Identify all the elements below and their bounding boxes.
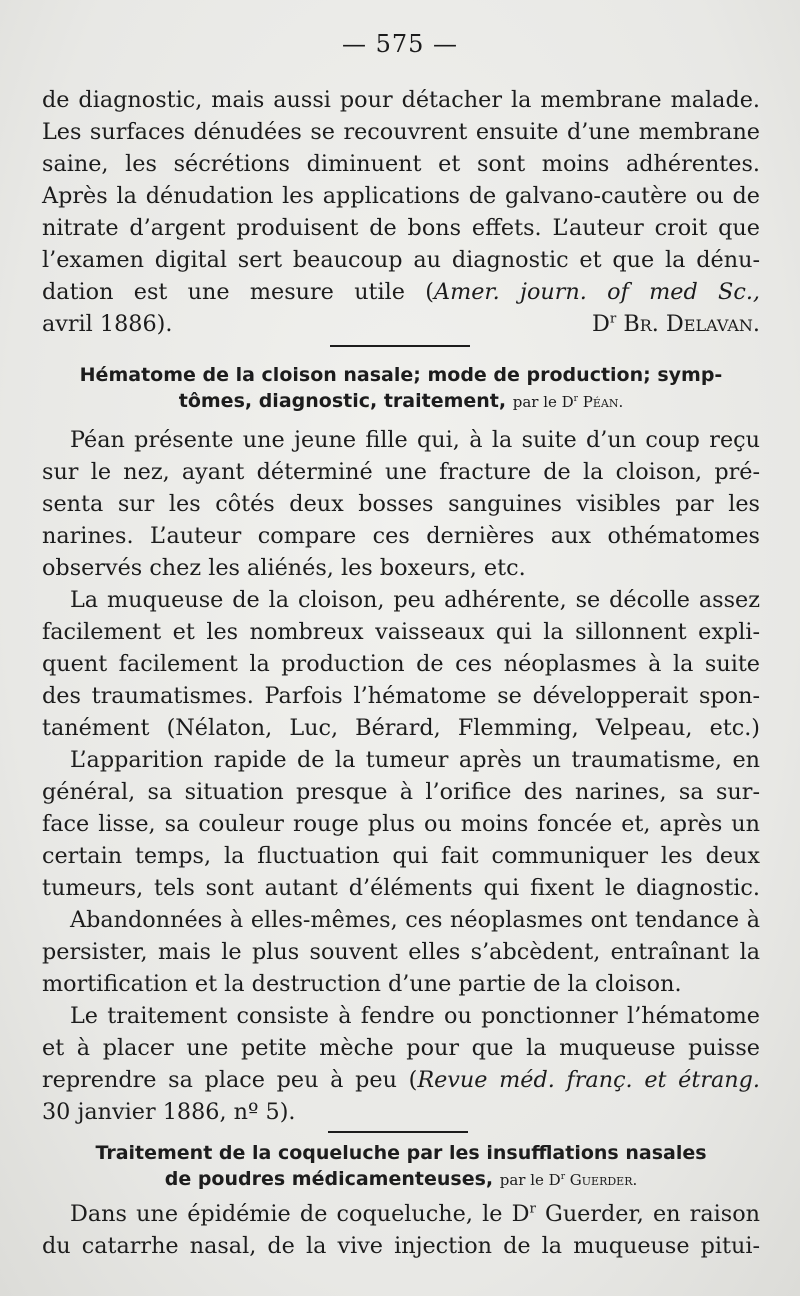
text-line: Après la dénudation les applications de galvano-cautère ou de bbox=[42, 183, 760, 209]
heading-author: par le $D^r$ Péan. bbox=[512, 393, 624, 411]
text-line: 30 janvier 1886, nº 5). bbox=[42, 1099, 296, 1125]
text-line: du catarrhe nasal, de la vive injection de la muqueuse pitui- bbox=[42, 1233, 760, 1259]
text-line: des traumatismes. Parfois l’hématome se développerait spon- bbox=[42, 683, 760, 709]
text-line: tumeurs, tels sont autant d’éléments qui fixent le diagnostic. bbox=[42, 875, 760, 901]
text-line: Péan présente une jeune fille qui, à la suite d’un coup reçu bbox=[70, 427, 760, 453]
text-line: et à placer une petite mèche pour que la muqueuse puisse bbox=[42, 1035, 760, 1061]
text-line: dation est une mesure utile (Amer. journ. of med Sc., bbox=[42, 279, 760, 305]
citation-journal: Revue méd. franç. et étrang. bbox=[417, 1067, 760, 1093]
citation-date: avril 1886). bbox=[42, 311, 173, 337]
text-line: certain temps, la fluctuation qui fait communiquer les deux bbox=[42, 843, 760, 869]
text-line: de diagnostic, mais aussi pour détacher la membrane malade. bbox=[42, 87, 760, 113]
author-signature: $D^r$ Br. Delavan. bbox=[591, 311, 760, 337]
text-line: sur le nez, ayant déterminé une fracture de la cloison, pré- bbox=[42, 459, 760, 485]
text-line: Le traitement consiste à fendre ou ponctionner l’hématome bbox=[70, 1003, 760, 1029]
section-heading-hematome bbox=[42, 362, 760, 415]
text-line: La muqueuse de la cloison, peu adhérente, se décolle assez bbox=[70, 587, 760, 613]
text-line: reprendre sa place peu à peu (Revue méd. franç. et étrang. bbox=[42, 1067, 760, 1093]
section-divider bbox=[330, 345, 470, 347]
heading-line: de poudres médicamenteuses, par le $D^r$ Guerder. bbox=[164, 1168, 638, 1190]
text-line: face lisse, sa couleur rouge plus ou moins foncée et, après un bbox=[42, 811, 760, 837]
article-hematome-body bbox=[42, 424, 760, 1128]
heading-author: par le $D^r$ Guerder. bbox=[499, 1171, 638, 1189]
section-heading-coqueluche bbox=[42, 1140, 760, 1193]
heading-line: Hématome de la cloison nasale; mode de production; symp- bbox=[79, 364, 723, 386]
heading-line: Traitement de la coqueluche par les insufflations nasales bbox=[95, 1142, 707, 1164]
text-line: narines. L’auteur compare ces dernières aux othématomes bbox=[42, 523, 760, 549]
text-line: quent facilement la production de ces néoplasmes à la suite bbox=[42, 651, 760, 677]
text-line: Dans une épidémie de coqueluche, le $D^r$ Guerder, en raison bbox=[70, 1201, 760, 1227]
text-line: général, sa situation presque à l’orifice des narines, sa sur- bbox=[42, 779, 760, 805]
text-line: mortification et la destruction d’une partie de la cloison. bbox=[42, 971, 682, 997]
text-line: observés chez les aliénés, les boxeurs, etc. bbox=[42, 555, 526, 581]
heading-line: tômes, diagnostic, traitement, par le $D^r$ Péan. bbox=[178, 390, 624, 412]
article-delavan-continuation bbox=[42, 84, 760, 340]
text-line: L’apparition rapide de la tumeur après un traumatisme, en bbox=[70, 747, 760, 773]
text-line: l’examen digital sert beaucoup au diagnostic et que la dénu- bbox=[42, 247, 760, 273]
page-number: — 575 — bbox=[341, 30, 459, 58]
text-line: tanément (Nélaton, Luc, Bérard, Flemming, Velpeau, etc.) bbox=[42, 715, 760, 741]
citation-journal: Amer. journ. of med Sc., bbox=[433, 279, 760, 305]
text-line: nitrate d’argent produisent de bons effets. L’auteur croit que bbox=[42, 215, 760, 241]
text-line: Abandonnées à elles-mêmes, ces néoplasmes ont tendance à bbox=[70, 907, 760, 933]
signature-line bbox=[42, 308, 760, 340]
text-line: facilement et les nombreux vaisseaux qui la sillonnent expli- bbox=[42, 619, 760, 645]
text-line: persister, mais le plus souvent elles s’abcèdent, entraînant la bbox=[42, 939, 760, 965]
section-divider bbox=[328, 1131, 468, 1133]
text-line: saine, les sécrétions diminuent et sont moins adhérentes. bbox=[42, 151, 760, 177]
text-line: Les surfaces dénudées se recouvrent ensuite d’une membrane bbox=[42, 119, 760, 145]
text-line: senta sur les côtés deux bosses sanguines visibles par les bbox=[42, 491, 760, 517]
article-coqueluche-body bbox=[42, 1198, 760, 1262]
